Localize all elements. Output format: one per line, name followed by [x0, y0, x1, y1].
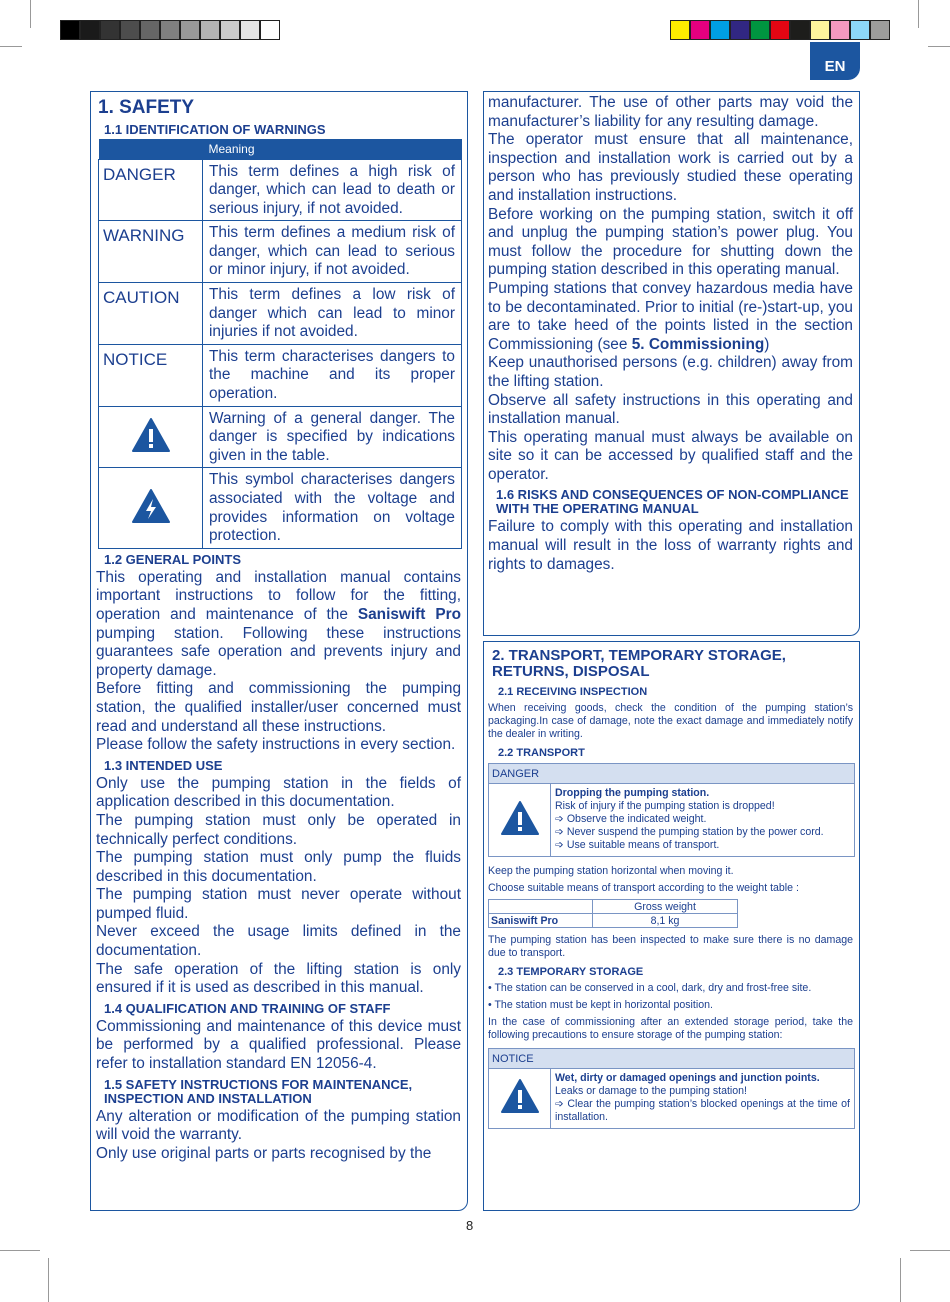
- crop-mark: [30, 0, 31, 28]
- gray-color-bar: [60, 20, 280, 40]
- danger-line: ➩ Use suitable means of transport.: [555, 839, 720, 851]
- color-swatch: [160, 20, 180, 40]
- transport-section: [483, 641, 860, 1211]
- paragraph: This operating and installation manual contains important instructions to follow for the fitting, operation and maintenance of the Saniswift Pro pumping station. Following these instructions guarantees safe operation and prevents injury and property damage.: [96, 568, 461, 679]
- crop-mark: [900, 1258, 901, 1302]
- paragraph: Keep unauthorised persons (e.g. children) away from the lifting station.: [488, 354, 853, 390]
- subsection-title: 1.2 GENERAL POINTS: [104, 551, 242, 567]
- table-row: [99, 221, 462, 283]
- table-header: Meaning: [203, 139, 462, 159]
- notice-label: NOTICE: [489, 1049, 855, 1069]
- paragraph: Before fitting and commissioning the pumping station, the qualified installer/user concerned must read and understand all these instructions.: [96, 680, 461, 735]
- subsection-title: 2.1 RECEIVING INSPECTION: [498, 686, 648, 698]
- table-row: [99, 159, 462, 221]
- paragraph: The pumping station must only pump the fluids described in this documentation.: [96, 849, 461, 885]
- paragraph: The operator must ensure that all maintenance, inspection and installation work is carried out by a person who has previously studied these operating and installation instructions.: [488, 131, 853, 204]
- subsection-title: 1.3 INTENDED USE: [104, 757, 223, 773]
- weight-product: Saniswift Pro: [489, 914, 593, 928]
- paragraph: Choose suitable means of transport according to the weight table :: [488, 882, 799, 894]
- color-swatch: [690, 20, 710, 40]
- table-row: [99, 406, 462, 468]
- page-number: 8: [466, 1218, 474, 1233]
- term-notice: NOTICE: [99, 344, 203, 406]
- color-swatch: [100, 20, 120, 40]
- subsection-title: 1.4 QUALIFICATION AND TRAINING OF STAFF: [104, 1000, 391, 1016]
- paragraph: The pumping station must only be operated in technically perfect conditions.: [96, 811, 461, 848]
- paragraph: When receiving goods, check the condition of the pumping station’s packaging.In case of damage, note the exact damage and immediately notify the dealer in writing.: [488, 702, 853, 740]
- paragraph: Only use original parts or parts recognised by the: [96, 1144, 432, 1162]
- warning-triangle-icon: [500, 1078, 540, 1114]
- term-warning: WARNING: [99, 221, 203, 283]
- safety-continued-section: [483, 91, 860, 636]
- paragraph: Pumping stations that convey hazardous media have to be decontaminated. Prior to initial (re-)start-up, you are to take heed of the points listed in the section Commissioning (see 5. Commissioning): [488, 279, 853, 353]
- term-description: This term defines a medium risk of danger, which can lead to serious or minor injury, if not avoided.: [203, 221, 462, 283]
- icon-description: This symbol characterises dangers associated with the voltage and provides information on voltage protection.: [203, 468, 462, 548]
- commissioning-link[interactable]: 5. Commissioning: [631, 335, 765, 353]
- paragraph: Failure to comply with this operating and installation manual will result in the loss of warranty rights and rights to damages.: [488, 518, 853, 573]
- color-swatch: [180, 20, 200, 40]
- term-caution: CAUTION: [99, 283, 203, 345]
- language-tab: EN: [810, 42, 860, 80]
- color-swatch: [870, 20, 890, 40]
- danger-box: [488, 763, 855, 857]
- product-name: Saniswift Pro: [357, 605, 461, 623]
- paragraph: Any alteration or modification of the pumping station will void the warranty.: [96, 1107, 461, 1144]
- section-title: 1. SAFETY: [98, 97, 195, 118]
- paragraph: In the case of commissioning after an extended storage period, take the following precautions to ensure storage of the pumping station:: [488, 1016, 853, 1041]
- crop-mark: [0, 46, 22, 47]
- color-swatch: [790, 20, 810, 40]
- table-row: [99, 468, 462, 548]
- color-swatch: [200, 20, 220, 40]
- color-swatch: [260, 20, 280, 40]
- paragraph: This operating manual must always be available on site so it can be accessed by qualified staff and the operator.: [488, 428, 853, 483]
- paragraph: Keep the pumping station horizontal when moving it.: [488, 865, 734, 877]
- paragraph: The pumping station must never operate without pumped fluid.: [96, 886, 461, 922]
- paragraph: Before working on the pumping station, switch it off and unplug the pumping station’s power plug. You must follow the procedure for shutting down the pumping station described in this operating manual.: [488, 205, 853, 279]
- subsection-title: 2.3 TEMPORARY STORAGE: [498, 966, 644, 978]
- warning-triangle-icon: [131, 417, 171, 453]
- danger-line: ➩ Never suspend the pumping station by the power cord.: [555, 826, 824, 838]
- color-swatch: [730, 20, 750, 40]
- crop-mark: [48, 1258, 49, 1302]
- color-swatch: [140, 20, 160, 40]
- color-swatch: [670, 20, 690, 40]
- notice-box: [488, 1048, 855, 1129]
- bullet-item: • The station can be conserved in a cool, dark, dry and frost-free site.: [488, 982, 812, 994]
- term-description: This term characterises dangers to the machine and its proper operation.: [203, 344, 462, 406]
- subsection-title: 2.2 TRANSPORT: [498, 747, 585, 759]
- color-swatch: [80, 20, 100, 40]
- safety-section: [90, 91, 468, 1211]
- notice-title: Wet, dirty or damaged openings and junction points.: [555, 1072, 820, 1084]
- weight-value: 8,1 kg: [593, 914, 738, 928]
- icon-description: Warning of a general danger. The danger is specified by indications given in the table.: [203, 406, 462, 468]
- notice-line: ➩ Clear the pumping station’s blocked openings at the time of installation.: [555, 1098, 850, 1123]
- table-row: [99, 344, 462, 406]
- color-swatch: [750, 20, 770, 40]
- warning-triangle-icon: [500, 800, 540, 836]
- paragraph: Never exceed the usage limits defined in the documentation.: [96, 923, 461, 960]
- crop-mark: [928, 46, 950, 47]
- color-swatch: [120, 20, 140, 40]
- weight-header: Gross weight: [593, 900, 738, 914]
- color-swatch: [770, 20, 790, 40]
- paragraph: Please follow the safety instructions in every section.: [96, 736, 456, 754]
- subsection-title: 1.6 RISKS AND CONSEQUENCES OF NON-COMPLIANCE WITH THE OPERATING MANUAL: [496, 487, 849, 517]
- color-swatch: [240, 20, 260, 40]
- term-description: This term defines a low risk of danger which can lead to minor injuries if not avoided.: [203, 283, 462, 345]
- weight-table: [488, 899, 738, 928]
- electric-hazard-icon: [131, 488, 171, 524]
- table-row: [99, 283, 462, 345]
- danger-line: Risk of injury if the pumping station is dropped!: [555, 800, 775, 812]
- color-swatch: [830, 20, 850, 40]
- notice-line: Leaks or damage to the pumping station!: [555, 1085, 747, 1097]
- paragraph: manufacturer. The use of other parts may void the manufacturer’s liability for any resulting damage.: [488, 94, 853, 130]
- term-description: This term defines a high risk of danger, which can lead to death or serious injury, if not avoided.: [203, 159, 462, 221]
- color-swatch: [220, 20, 240, 40]
- subsection-title: 1.1 IDENTIFICATION OF WARNINGS: [104, 122, 326, 137]
- danger-line: ➩ Observe the indicated weight.: [555, 813, 707, 825]
- color-swatch: [810, 20, 830, 40]
- crop-mark: [0, 1250, 40, 1251]
- danger-label: DANGER: [489, 764, 855, 784]
- warning-table: [98, 139, 462, 549]
- bullet-item: • The station must be kept in horizontal position.: [488, 999, 713, 1011]
- paragraph: Commissioning and maintenance of this device must be performed by a qualified professional. Please refer to installation standard EN 12056-4.: [96, 1017, 461, 1073]
- paragraph: The safe operation of the lifting station is only ensured if it is used as described in this manual.: [96, 960, 461, 997]
- subsection-title: 1.5 SAFETY INSTRUCTIONS FOR MAINTENANCE, INSPECTION AND INSTALLATION: [104, 1076, 413, 1106]
- paragraph: Observe all safety instructions in this operating and installation manual.: [488, 391, 853, 428]
- crop-mark: [918, 0, 919, 28]
- color-swatch: [710, 20, 730, 40]
- term-danger: DANGER: [99, 159, 203, 221]
- danger-title: Dropping the pumping station.: [555, 787, 710, 799]
- color-swatch: [60, 20, 80, 40]
- color-swatch: [850, 20, 870, 40]
- section-title: 2. TRANSPORT, TEMPORARY STORAGE, RETURNS, DISPOSAL: [492, 647, 786, 680]
- paragraph: The pumping station has been inspected to make sure there is no damage due to transport.: [488, 934, 853, 959]
- paragraph: Only use the pumping station in the fields of application described in this documentation.: [96, 774, 461, 811]
- process-color-bar: [670, 20, 890, 40]
- crop-mark: [910, 1250, 950, 1251]
